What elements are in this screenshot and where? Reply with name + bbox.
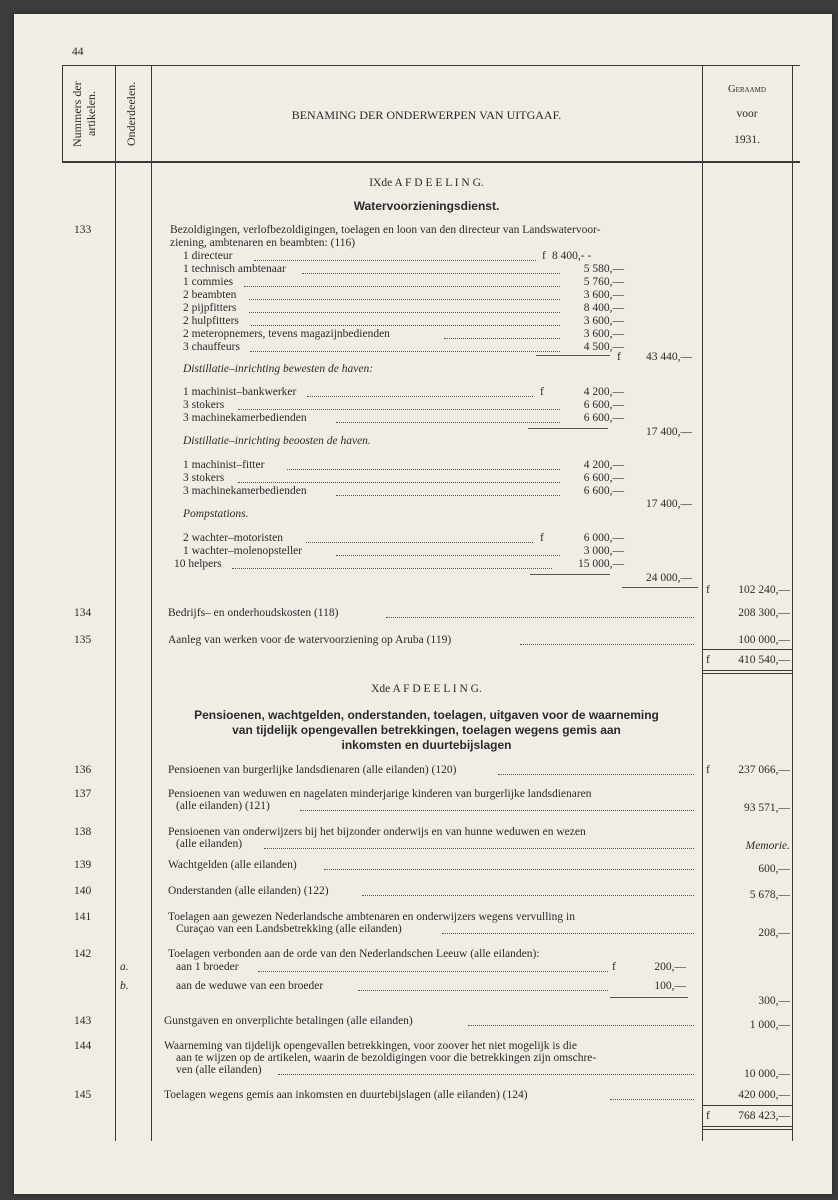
article-value: 100 000,— (738, 634, 790, 646)
article-description: (alle eilanden) (176, 838, 243, 850)
section-ix-heading: IXde A F D E E L I N G. (369, 177, 484, 189)
leader-dots (254, 260, 536, 261)
leader-dots (358, 990, 608, 991)
section-x-title-line2: van tijdelijk opengevallen betrekkingen, toelagen wegens gemis aan (232, 723, 621, 737)
article-number: 133 (74, 224, 92, 236)
currency-symbol: f (540, 532, 544, 544)
article-description: ven (alle eilanden) (176, 1064, 262, 1076)
article-number: 139 (74, 859, 92, 871)
list-item-label: 1 machinist–bankwerker (183, 386, 297, 398)
article-number: 141 (74, 911, 92, 923)
subitem-value: 200,— (654, 961, 686, 973)
leader-dots (238, 482, 560, 483)
leader-dots (520, 644, 694, 645)
leader-dots (362, 895, 694, 896)
header-rule (62, 161, 800, 163)
article-description: Toelagen aan gewezen Nederlandsche ambtenaren en onderwijzers wegens vervulling in (168, 911, 575, 923)
list-item-label: 2 meteropnemers, tevens magazijnbedienden (183, 328, 390, 340)
header-title: BENAMING DER ONDERWERPEN VAN UITGAAF. (291, 108, 562, 122)
leader-dots (258, 971, 608, 972)
list-item-value: 6 000,— (583, 532, 624, 544)
list-item-value: 3 600,— (583, 289, 624, 301)
currency-symbol: f (540, 386, 544, 398)
article-description: Aanleg van werken voor de watervoorziening op Aruba (119) (168, 634, 452, 646)
currency-symbol: f (706, 764, 710, 776)
header-subsections: Onderdeelen. (124, 81, 138, 147)
article-description: ziening, ambtenaren en beambten: (116) (170, 237, 356, 249)
leader-dots (278, 1074, 694, 1075)
leader-dots (336, 555, 560, 556)
subtotal-value: 24 000,— (646, 572, 692, 584)
list-item-value: 15 000,— (578, 558, 624, 570)
list-item-value: 6 600,— (583, 399, 624, 411)
leader-dots (336, 495, 560, 496)
total-rule (702, 649, 792, 650)
total-rule (702, 1105, 792, 1106)
list-item-value: 3 000,— (583, 545, 624, 557)
leader-dots (324, 869, 694, 870)
subheading-pomp: Pompstations. (183, 508, 249, 520)
subtotal-rule (622, 587, 698, 588)
leader-dots (498, 774, 694, 775)
article-description: Wachtgelden (alle eilanden) (168, 859, 297, 871)
article-description: Curaçao van een Landsbetrekking (alle eilanden) (176, 923, 402, 935)
article-number: 143 (74, 1015, 92, 1027)
total-double-rule (702, 1129, 792, 1130)
total-double-rule (702, 673, 792, 674)
section-x-heading: Xde A F D E E L I N G. (371, 683, 482, 695)
list-item-label: 1 wachter–molenopsteller (183, 545, 303, 557)
header-estimate-1: Geraamd (728, 84, 766, 95)
leader-dots (249, 312, 560, 313)
currency-symbol: f (542, 250, 546, 262)
leader-dots (251, 325, 560, 326)
col-line-1 (62, 65, 63, 161)
list-item-label: 2 pijpfitters (183, 302, 237, 314)
list-item-value: 4 200,— (583, 459, 624, 471)
section-total: 768 423,— (738, 1110, 790, 1122)
header-estimate-2: voor (736, 108, 758, 120)
article-description: (alle eilanden) (121) (176, 800, 270, 812)
article-description: Pensioenen van burgerlijke landsdienaren (alle eilanden) (120) (168, 764, 457, 776)
list-item-value: 6 600,— (583, 412, 624, 424)
article-value: 208,— (758, 927, 790, 939)
article-description: Onderstanden (alle eilanden) (122) (168, 885, 329, 897)
article-description: aan te wijzen op de artikelen, waarin de bezoldigingen voor die betrekkingen zijn omschre- (176, 1052, 597, 1064)
currency-symbol: f (706, 654, 710, 666)
list-item-value: 3 600,— (583, 315, 624, 327)
leader-dots (249, 299, 560, 300)
article-number: 134 (74, 607, 92, 619)
list-item-label: 3 stokers (183, 399, 225, 411)
subtotal-rule (528, 428, 608, 429)
list-item-value: 4 200,— (583, 386, 624, 398)
article-description: Toelagen verbonden aan de orde van den Nederlandschen Leeuw (alle eilanden): (168, 948, 540, 960)
leader-dots (232, 568, 552, 569)
article-value: 10 000,— (744, 1068, 790, 1080)
page-number: 44 (72, 46, 84, 58)
article-number: 135 (74, 634, 92, 646)
list-item-label: 2 beambten (183, 289, 237, 301)
subitem-description: aan de weduwe van een broeder (176, 980, 324, 992)
article-number: 136 (74, 764, 92, 776)
article-total: 102 240,— (738, 584, 790, 596)
section-total: 410 540,— (738, 654, 790, 666)
subitem-description: aan 1 broeder (176, 961, 239, 973)
col-line-3 (151, 65, 152, 1141)
header-articles: Nummers der artikelen. (70, 81, 98, 147)
article-description: Waarneming van tijdelijk opengevallen betrekkingen, voor zoover het niet mogelijk is die (164, 1040, 577, 1052)
article-description: Pensioenen van weduwen en nagelaten minderjarige kinderen van burgerlijke landsdienaren (168, 788, 592, 800)
currency-symbol: f (617, 351, 621, 363)
list-item-label: 3 stokers (183, 472, 225, 484)
list-item-label: 3 chauffeurs (183, 341, 240, 353)
article-value: 300,— (758, 995, 790, 1007)
currency-symbol: f (612, 961, 616, 973)
subtotal-rule (610, 997, 688, 998)
leader-dots (264, 848, 694, 849)
subtotal-value: 17 400,— (646, 426, 692, 438)
article-value: 237 066,— (738, 764, 790, 776)
article-description: Bezoldigingen, verlofbezoldigingen, toelagen en loon van den directeur van Landswatervoor- (170, 224, 601, 236)
subtotal-rule (536, 355, 610, 356)
leader-dots (386, 617, 694, 618)
article-value: 600,— (758, 863, 790, 875)
list-item-value: 4 500,— (583, 341, 624, 353)
subtotal-value: 17 400,— (646, 498, 692, 510)
list-item-value: 8 400,- - (552, 250, 592, 262)
list-item-value: 5 580,— (583, 263, 624, 275)
total-double-rule (702, 1126, 792, 1127)
leader-dots (306, 542, 533, 543)
section-x-title-line3: inkomsten en duurtebijslagen (341, 738, 512, 752)
list-item-value: 5 760,— (583, 276, 624, 288)
total-double-rule (702, 670, 792, 671)
article-number: 142 (74, 948, 92, 960)
header-estimate-3: 1931. (734, 134, 760, 146)
subitem-label: b. (120, 980, 129, 992)
list-item-label: 1 directeur (183, 250, 233, 262)
leader-dots (300, 810, 694, 811)
list-item-label: 2 wachter–motoristen (183, 532, 283, 544)
leader-dots (468, 1025, 694, 1026)
leader-dots (307, 396, 533, 397)
col-line-4 (702, 65, 703, 1141)
article-description: Gunstgaven en onverplichte betalingen (alle eilanden) (164, 1015, 413, 1027)
leader-dots (287, 469, 560, 470)
article-description: Pensioenen van onderwijzers bij het bijzonder onderwijs en van hunne weduwen en wezen (168, 826, 586, 838)
leader-dots (336, 422, 560, 423)
list-item-label: 3 machinekamerbedienden (183, 485, 307, 497)
article-value: 93 571,— (744, 802, 790, 814)
subtotal-rule (530, 574, 610, 575)
article-number: 137 (74, 788, 92, 800)
section-x-title-line1: Pensioenen, wachtgelden, onderstanden, toelagen, uitgaven voor de waarneming (194, 708, 659, 722)
subtotal-value: 43 440,— (646, 351, 692, 363)
leader-dots (610, 1099, 694, 1100)
list-item-value: 3 600,— (583, 328, 624, 340)
list-item-label: 10 helpers (174, 558, 222, 570)
subheading-west: Distillatie–inrichting bewesten de haven: (183, 363, 374, 375)
list-item-label: 1 machinist–fitter (183, 459, 265, 471)
leader-dots (238, 409, 560, 410)
article-value: 420 000,— (738, 1089, 790, 1101)
subheading-east: Distillatie–inrichting beoosten de haven. (183, 435, 371, 447)
subitem-value: 100,— (654, 980, 686, 992)
article-description: Toelagen wegens gemis aan inkomsten en duurtebijslagen (alle eilanden) (124) (164, 1089, 528, 1101)
list-item-label: 3 machinekamerbedienden (183, 412, 307, 424)
article-value: 1 000,— (749, 1019, 790, 1031)
list-item-label: 2 hulpfitters (183, 315, 239, 327)
top-rule (62, 65, 800, 66)
section-ix-title: Watervoorzieningsdienst. (353, 199, 500, 213)
article-number: 140 (74, 885, 92, 897)
article-number: 138 (74, 826, 92, 838)
list-item-value: 6 600,— (583, 485, 624, 497)
currency-symbol: f (706, 584, 710, 596)
leader-dots (302, 273, 560, 274)
article-value: 208 300,— (738, 607, 790, 619)
article-number: 144 (74, 1040, 92, 1052)
list-item-label: 1 commies (183, 276, 234, 288)
leader-dots (244, 286, 560, 287)
document-page (14, 14, 832, 1194)
subitem-label: a. (120, 961, 129, 973)
article-number: 145 (74, 1089, 92, 1101)
leader-dots (250, 351, 560, 352)
col-line-2 (115, 65, 116, 1141)
list-item-value: 6 600,— (583, 472, 624, 484)
article-value: 5 678,— (749, 889, 790, 901)
leader-dots (444, 338, 560, 339)
list-item-label: 1 technisch ambtenaar (183, 263, 286, 275)
article-value: Memorie. (745, 840, 790, 852)
article-description: Bedrijfs– en onderhoudskosten (118) (168, 607, 339, 619)
col-line-5 (792, 65, 793, 1141)
list-item-value: 8 400,— (583, 302, 624, 314)
leader-dots (442, 933, 694, 934)
currency-symbol: f (706, 1110, 710, 1122)
